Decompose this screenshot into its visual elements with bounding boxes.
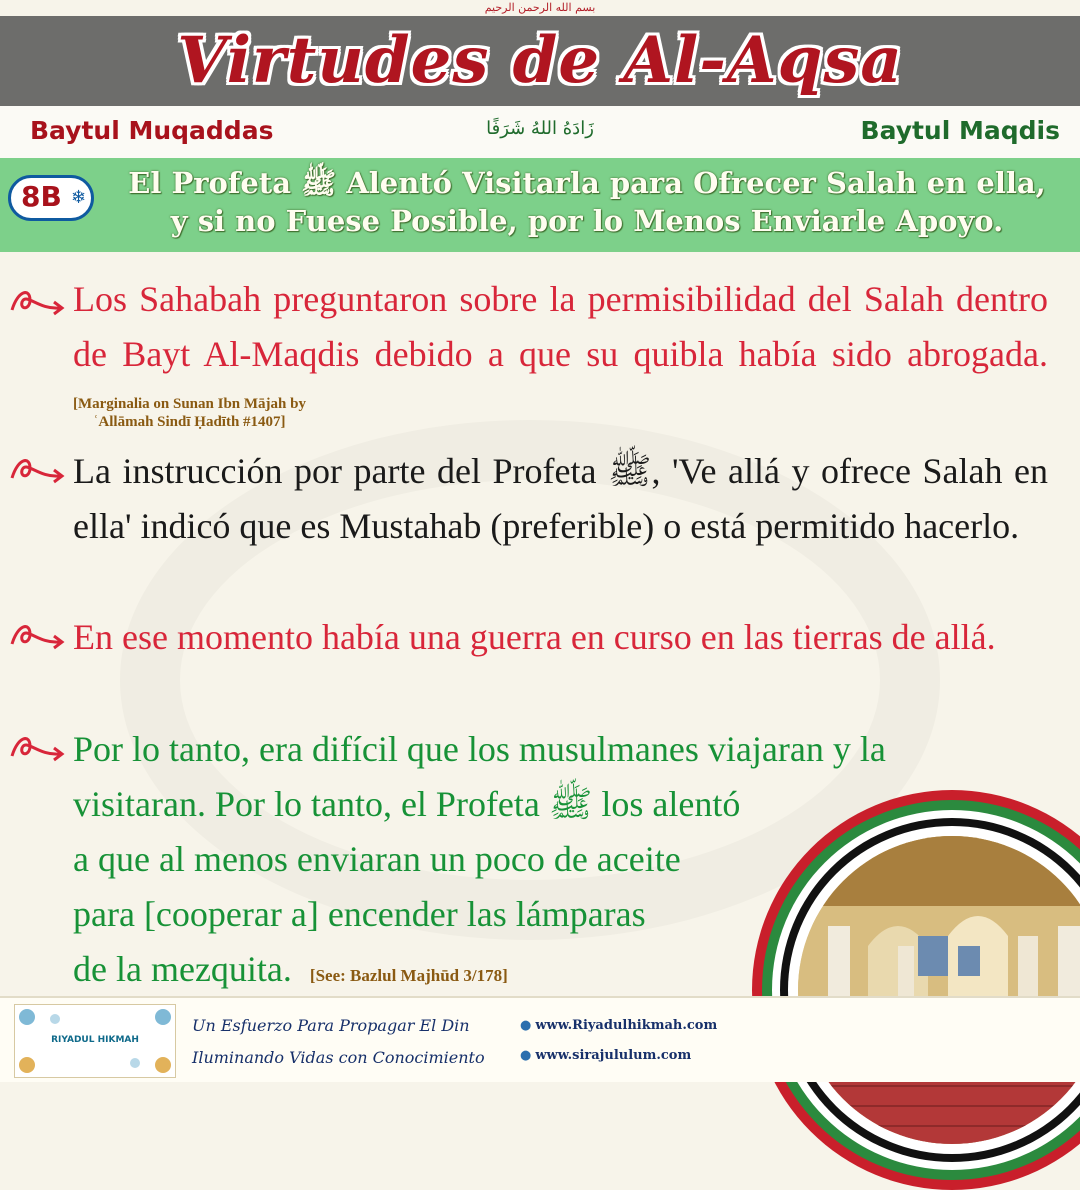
footer [0, 996, 1080, 1082]
section-number: 8B [21, 180, 62, 213]
point-4-line1: Por lo tanto, era difícil que los musulmanes viajaran y la [73, 729, 886, 769]
point-4-line5: de la mezquita. [See: Bazlul Majhūd 3/178] [73, 949, 508, 989]
section-badge [8, 175, 94, 221]
globe-icon: ● [520, 1048, 532, 1063]
point-4-line4: para [cooperar a] encender las lámparas [73, 894, 646, 934]
footer-tagline-1: Un Esfuerzo Para Propagar El Din [192, 1016, 470, 1035]
name-baytul-maqdis: Baytul Maqdis [860, 116, 1060, 145]
title-bar [0, 16, 1080, 106]
bullet-arrow-icon [8, 284, 70, 318]
point-4-line2: visitaran. Por lo tanto, el Profeta ﷺ los alentó [73, 784, 741, 824]
bullet-arrow-icon [8, 730, 70, 764]
point-2 [73, 444, 1048, 554]
bullet-arrow-icon [8, 618, 70, 652]
point-3 [73, 610, 1048, 665]
footer-tagline-2: Iluminando Vidas con Conocimiento [192, 1048, 485, 1067]
point-4-line3: a que al menos enviaran un poco de aceite [73, 839, 681, 879]
website-link-2[interactable]: ● www.sirajululum.com [520, 1048, 692, 1063]
point-1 [73, 272, 1048, 437]
logo-text: RIYADUL HIKMAH [51, 1035, 139, 1045]
point-1-text: Los Sahabah preguntaron sobre la permisibilidad del Salah dentro de Bayt Al-Maqdis debido a que su quibla había sido abrogada. [73, 279, 1048, 374]
name-baytul-muqaddas: Baytul Muqaddas [30, 116, 274, 145]
bismillah-text: بسم الله الرحمن الرحيم [484, 1, 596, 14]
point-1-citation: [Marginalia on Sunan Ibn Mājah by ʿAllāmah Sindī Ḥadīth #1407] [73, 395, 306, 430]
section-heading-line2: y si no Fuese Posible, por lo Menos Enviarle Apoyo. [170, 204, 1004, 238]
section-heading-line1: El Profeta ﷺ Alentó Visitarla para Ofrecer Salah en ella, [128, 166, 1046, 200]
bullet-arrow-icon [8, 452, 70, 486]
point-3-text: En ese momento había una guerra en curso en las tierras de allá. [73, 617, 996, 657]
page-title: Virtudes de Al-Aqsa [177, 23, 903, 98]
point-2-text: La instrucción por parte del Profeta ﷺ, 'Ve allá y ofrece Salah en ella' indicó que es Mustahab (preferible) o está permitido hacerlo. [73, 451, 1048, 546]
snowflake-icon: ❄ [71, 187, 87, 208]
section-heading [102, 164, 1072, 240]
arabic-honorific: زَادَهُ اللهُ شَرَفًا [486, 118, 594, 139]
riyadul-hikmah-logo [14, 1004, 176, 1078]
globe-icon: ● [520, 1018, 532, 1033]
subtitle-row [0, 106, 1080, 158]
point-4-citation: [See: Bazlul Majhūd 3/178] [309, 966, 508, 985]
website-link-1[interactable]: ● www.Riyadulhikmah.com [520, 1018, 718, 1033]
